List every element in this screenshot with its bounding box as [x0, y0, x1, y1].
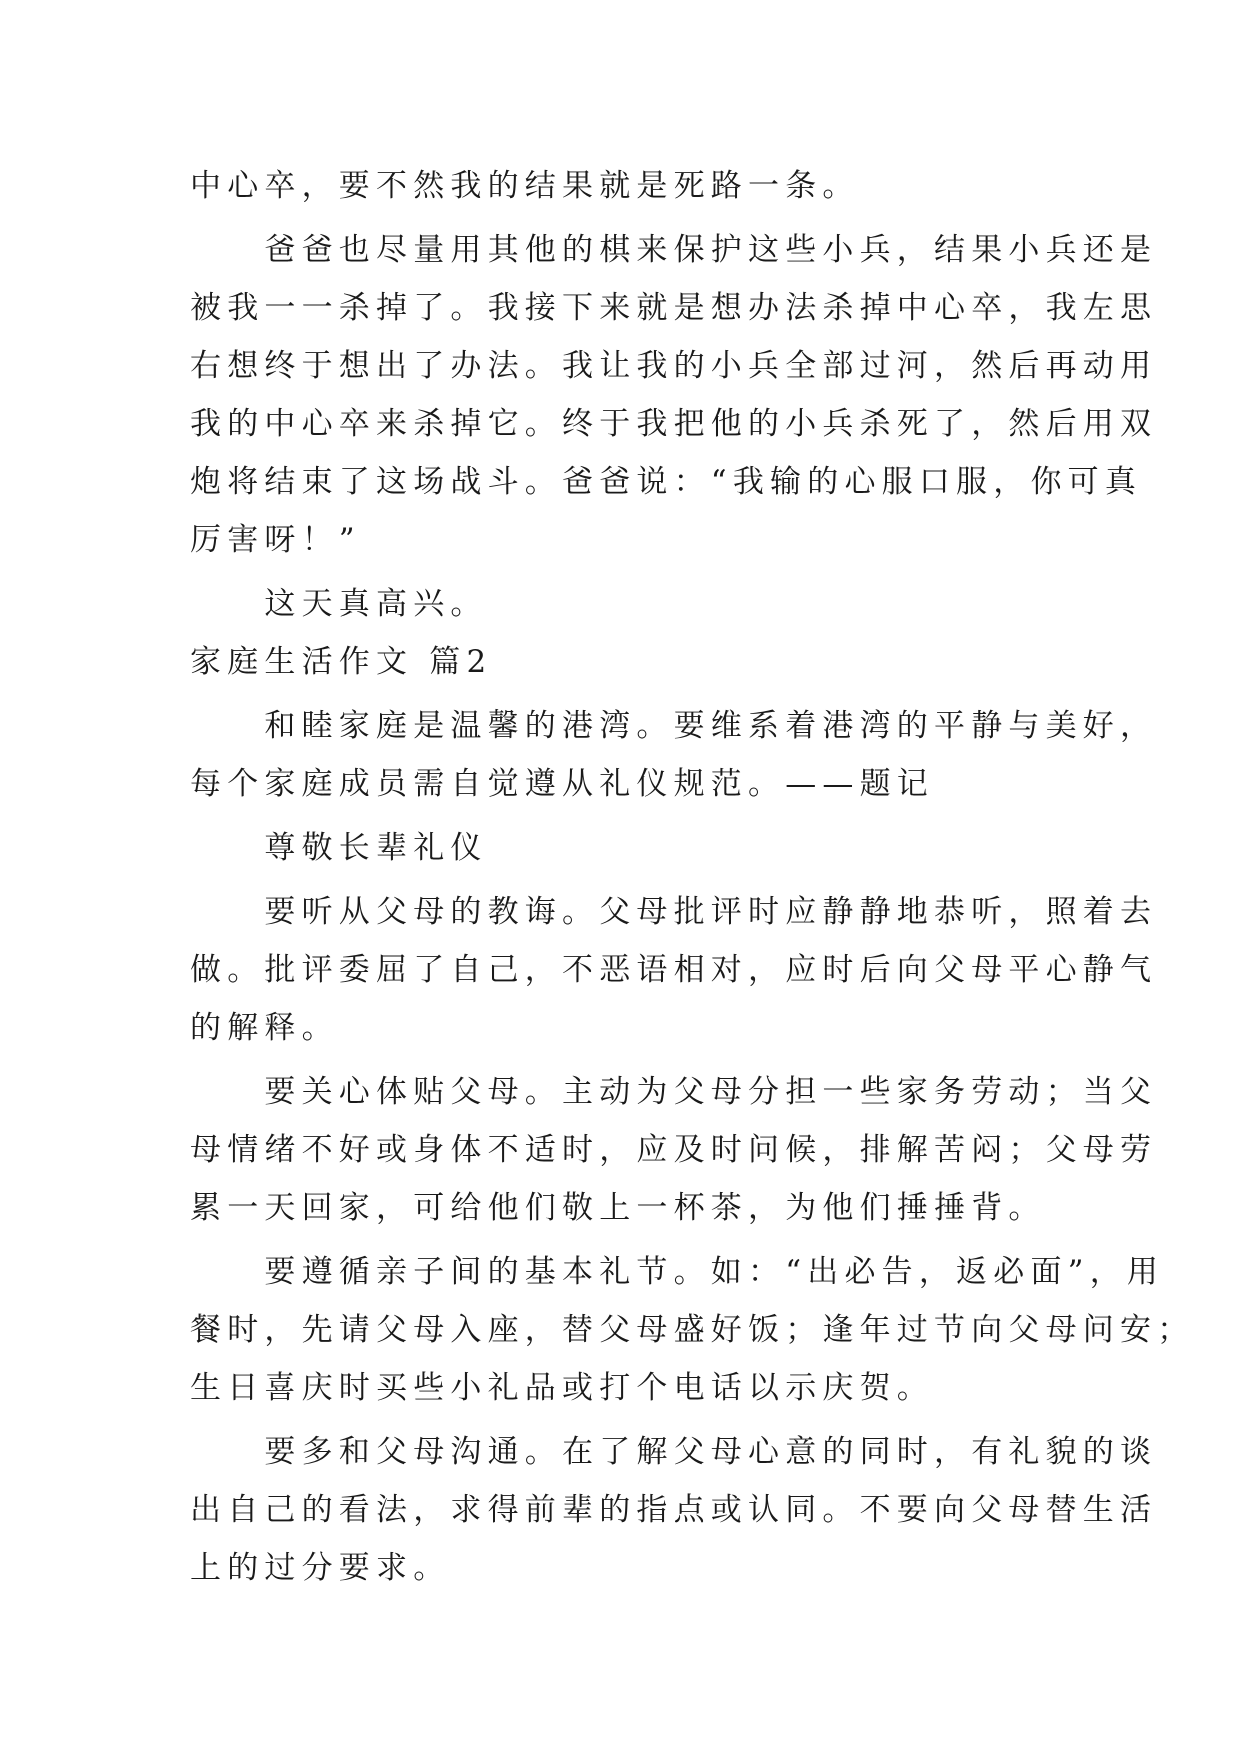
- document-body: [190, 157, 1195, 1597]
- text-line: 出自己的看法，求得前辈的指点或认同。不要向父母替生活: [190, 1492, 1158, 1528]
- text-line: 每个家庭成员需自觉遵从礼仪规范。——题记: [190, 766, 934, 802]
- text-line: 这天真高兴。: [190, 586, 488, 622]
- text-line: 累一天回家，可给他们敬上一杯茶，为他们捶捶背。: [190, 1190, 1046, 1226]
- text-line: 被我一一杀掉了。我接下来就是想办法杀掉中心卒，我左思: [190, 290, 1158, 326]
- text-line: 上的过分要求。: [190, 1550, 451, 1586]
- subheading-line: 尊敬长辈礼仪: [190, 830, 488, 866]
- text-line: 餐时，先请父母入座，替父母盛好饭；逢年过节向父母问安；: [190, 1312, 1195, 1348]
- text-line: 母情绪不好或身体不适时，应及时问候，排解苦闷；父母劳: [190, 1132, 1158, 1168]
- text-line: 爸爸也尽量用其他的棋来保护这些小兵，结果小兵还是: [190, 232, 1158, 268]
- text-line: 要听从父母的教诲。父母批评时应静静地恭听，照着去: [190, 894, 1158, 930]
- text-line: 我的中心卒来杀掉它。终于我把他的小兵杀死了，然后用双: [190, 406, 1158, 442]
- text-line: 的解释。: [190, 1010, 339, 1046]
- text-line: 要遵循亲子间的基本礼节。如：“出必告，返必面”，用: [190, 1254, 1165, 1290]
- text-line: 中心卒，要不然我的结果就是死路一条。: [190, 168, 860, 204]
- section-heading: 家庭生活作文 篇2: [190, 644, 493, 680]
- text-line: 生日喜庆时买些小礼品或打个电话以示庆贺。: [190, 1370, 934, 1406]
- text-line: 做。批评委屈了自己，不恶语相对，应时后向父母平心静气: [190, 952, 1158, 988]
- text-line: 要多和父母沟通。在了解父母心意的同时，有礼貌的谈: [190, 1434, 1158, 1470]
- text-line: 右想终于想出了办法。我让我的小兵全部过河，然后再动用: [190, 348, 1158, 384]
- text-line: 要关心体贴父母。主动为父母分担一些家务劳动；当父: [190, 1074, 1158, 1110]
- text-line: 炮将结束了这场战斗。爸爸说：“我输的心服口服，你可真: [190, 464, 1143, 500]
- text-line: 厉害呀！”: [190, 522, 361, 558]
- text-line: 和睦家庭是温馨的港湾。要维系着港湾的平静与美好，: [190, 708, 1158, 744]
